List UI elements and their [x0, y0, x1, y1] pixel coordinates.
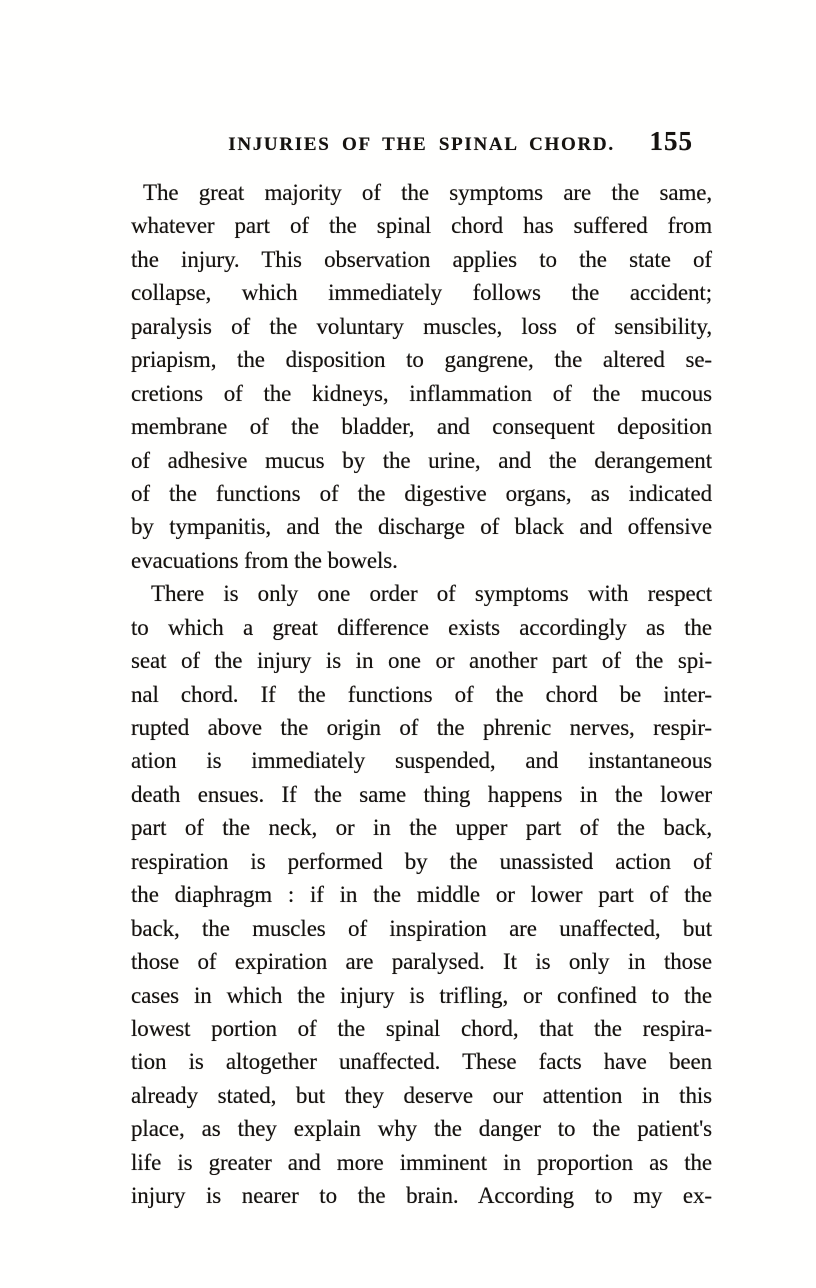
running-head-title: INJURIES OF THE SPINAL CHORD.	[228, 134, 615, 155]
page-header	[131, 128, 712, 158]
text-line: seat of the injury is in one or another part of the spi-	[131, 648, 712, 674]
text-line: evacuations from the bowels.	[131, 547, 398, 573]
paragraph-2	[131, 577, 712, 1212]
text-line: life is greater and more imminent in proportion as the	[131, 1149, 712, 1175]
text-line: collapse, which immediately follows the accident;	[131, 280, 712, 306]
text-line: to which a great difference exists accordingly as the	[131, 614, 712, 640]
text-line: tion is altogether unaffected. These facts have been	[131, 1049, 712, 1075]
text-line: by tympanitis, and the discharge of black and offensive	[131, 514, 712, 540]
text-line: priapism, the disposition to gangrene, the altered se-	[131, 347, 712, 373]
text-line: cases in which the injury is trifling, or confined to the	[131, 982, 712, 1008]
text-line: rupted above the origin of the phrenic nerves, respir-	[131, 715, 712, 740]
text-line: injury is nearer to the brain. According to my ex-	[131, 1183, 712, 1209]
text-line: those of expiration are paralysed. It is only in those	[131, 949, 712, 975]
text-line: ation is immediately suspended, and instantaneous	[131, 748, 712, 774]
page-number: 155	[649, 126, 693, 156]
text-line: back, the muscles of inspiration are unaffected, but	[131, 915, 712, 941]
text-line: the injury. This observation applies to the state of	[131, 246, 712, 272]
body-text	[131, 176, 712, 1213]
text-line: the diaphragm : if in the middle or lower part of the	[131, 882, 712, 908]
text-line: place, as they explain why the danger to the patient's	[131, 1116, 712, 1142]
paragraph-1	[131, 176, 712, 577]
text-line: already stated, but they deserve our attention in this	[131, 1082, 712, 1108]
text-line: The great majority of the symptoms are the same,	[143, 180, 712, 205]
text-line: cretions of the kidneys, inflammation of the mucous	[131, 380, 712, 406]
text-line: respiration is performed by the unassisted action of	[131, 848, 712, 874]
text-line: death ensues. If the same thing happens in the lower	[131, 781, 712, 807]
text-line: of the functions of the digestive organs, as indicated	[131, 480, 712, 506]
text-line: membrane of the bladder, and consequent deposition	[131, 414, 712, 440]
text-line: paralysis of the voluntary muscles, loss of sensibility,	[131, 313, 712, 339]
text-line: whatever part of the spinal chord has suffered from	[131, 213, 712, 239]
text-line: nal chord. If the functions of the chord be inter-	[131, 681, 712, 707]
text-line: lowest portion of the spinal chord, that the respira-	[131, 1015, 712, 1041]
text-line: There is only one order of symptoms with respect	[151, 581, 712, 607]
text-line: of adhesive mucus by the urine, and the derangement	[131, 447, 712, 473]
text-line: part of the neck, or in the upper part of the back,	[131, 815, 712, 841]
